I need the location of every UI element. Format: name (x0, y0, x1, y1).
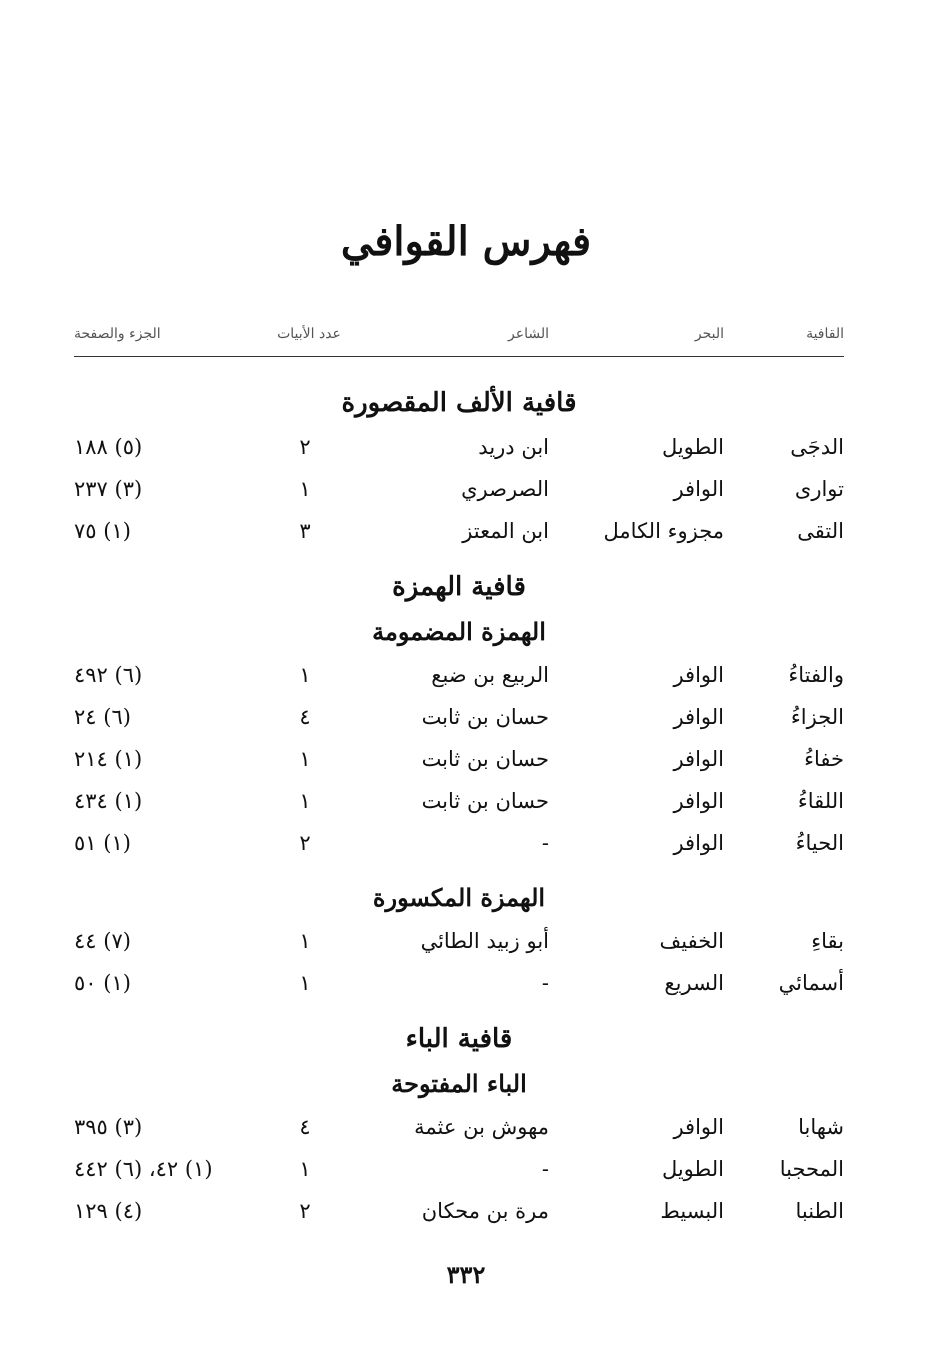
table-row (74, 654, 844, 696)
ref-cell: (٥) ١٨٨ (74, 435, 143, 459)
poet-cell: الصرصري (461, 477, 549, 501)
meter-cell: الوافر (673, 663, 724, 687)
count-cell: ١ (299, 747, 311, 771)
poet-cell: مرة بن محكان (421, 1199, 549, 1223)
poet-cell: ابن دريد (478, 435, 549, 459)
meter-cell: الوافر (673, 747, 724, 771)
count-cell: ٣ (299, 519, 311, 543)
count-cell: ١ (299, 1157, 311, 1181)
table-row (74, 426, 844, 468)
page-title: فهرس القوافي (340, 218, 592, 265)
rhyme-cell: خفاءُ (804, 747, 844, 771)
header-ref: الجزء والصفحة (74, 326, 161, 342)
table-row (74, 1148, 844, 1190)
count-cell: ١ (299, 971, 311, 995)
rhyme-cell: شهابا (798, 1115, 844, 1139)
count-cell: ٢ (299, 831, 311, 855)
meter-cell: الوافر (673, 1115, 724, 1139)
section-heading: قافية الهمزة (392, 572, 526, 602)
poet-cell: - (541, 971, 549, 995)
ref-cell: (٤) ١٢٩ (74, 1199, 143, 1223)
rhyme-cell: أسمائي (778, 971, 844, 995)
header-count: عدد الأبيات (277, 326, 341, 342)
table-row (74, 1190, 844, 1232)
section-subheading: الباء المفتوحة (391, 1069, 527, 1098)
header-poet: الشاعر (508, 326, 549, 342)
rhyme-index (74, 380, 844, 1232)
meter-cell: البسيط (660, 1199, 724, 1223)
poet-cell: حسان بن ثابت (421, 789, 549, 813)
rhyme-cell: توارى (794, 477, 844, 501)
ref-cell: (٣) ٣٩٥ (74, 1115, 143, 1139)
rhyme-cell: الطنبا (795, 1199, 844, 1223)
poet-cell: حسان بن ثابت (421, 747, 549, 771)
table-row (74, 780, 844, 822)
ref-cell: (٣) ٢٣٧ (74, 477, 143, 501)
header-rhyme: القافية (806, 326, 844, 342)
meter-cell: مجزوء الكامل (603, 519, 724, 543)
page-number: ٣٣٢ (446, 1260, 486, 1289)
ref-cell: (١) ٤٣٤ (74, 789, 143, 813)
table-row (74, 962, 844, 1004)
meter-cell: الوافر (673, 831, 724, 855)
meter-cell: الطويل (661, 1157, 724, 1181)
ref-cell: (٦) ٢٤ (74, 705, 131, 729)
count-cell: ٢ (299, 435, 311, 459)
poet-cell: الربيع بن ضبع (431, 663, 549, 687)
ref-cell: (٦) ٤٩٢ (74, 663, 143, 687)
ref-cell: (١) ٥١ (74, 831, 131, 855)
rhyme-cell: التقى (797, 519, 844, 543)
ref-cell: (٧) ٤٤ (74, 929, 131, 953)
ref-cell: (١) ٤٢، (٦) ٤٤٢ (74, 1157, 213, 1181)
section-subheading: الهمزة المكسورة (372, 883, 546, 912)
header-divider (74, 356, 844, 357)
count-cell: ١ (299, 789, 311, 813)
table-row (74, 920, 844, 962)
poet-cell: حسان بن ثابت (421, 705, 549, 729)
count-cell: ٤ (299, 705, 311, 729)
rhyme-cell: الدجَى (790, 435, 844, 459)
meter-cell: السريع (664, 971, 724, 995)
column-headers (74, 326, 844, 350)
table-row (74, 468, 844, 510)
ref-cell: (١) ٢١٤ (74, 747, 143, 771)
poet-cell: - (541, 1157, 549, 1181)
header-meter: البحر (694, 326, 724, 342)
rhyme-cell: والفتاءُ (788, 663, 844, 687)
table-row (74, 822, 844, 864)
rhyme-cell: بقاءِ (811, 929, 844, 953)
meter-cell: الطويل (661, 435, 724, 459)
count-cell: ٤ (299, 1115, 311, 1139)
count-cell: ٢ (299, 1199, 311, 1223)
section-subheading: الهمزة المضمومة (372, 617, 546, 646)
rhyme-cell: المحجبا (779, 1157, 844, 1181)
poet-cell: ابن المعتز (462, 519, 549, 543)
table-row (74, 738, 844, 780)
table-row (74, 510, 844, 552)
rhyme-cell: اللقاءُ (797, 789, 844, 813)
poet-cell: أبو زبيد الطائي (420, 929, 549, 953)
count-cell: ١ (299, 663, 311, 687)
section-heading: قافية الباء (405, 1024, 513, 1054)
poet-cell: مهوش بن عثمة (414, 1115, 549, 1139)
rhyme-cell: الحياءُ (795, 831, 844, 855)
table-row (74, 1106, 844, 1148)
count-cell: ١ (299, 929, 311, 953)
count-cell: ١ (299, 477, 311, 501)
table-row (74, 696, 844, 738)
meter-cell: الخفيف (659, 929, 724, 953)
section-heading: قافية الألف المقصورة (341, 388, 577, 418)
rhyme-cell: الجزاءُ (790, 705, 844, 729)
poet-cell: - (541, 831, 549, 855)
meter-cell: الوافر (673, 789, 724, 813)
ref-cell: (١) ٥٠ (74, 971, 131, 995)
meter-cell: الوافر (673, 477, 724, 501)
ref-cell: (١) ٧٥ (74, 519, 131, 543)
meter-cell: الوافر (673, 705, 724, 729)
